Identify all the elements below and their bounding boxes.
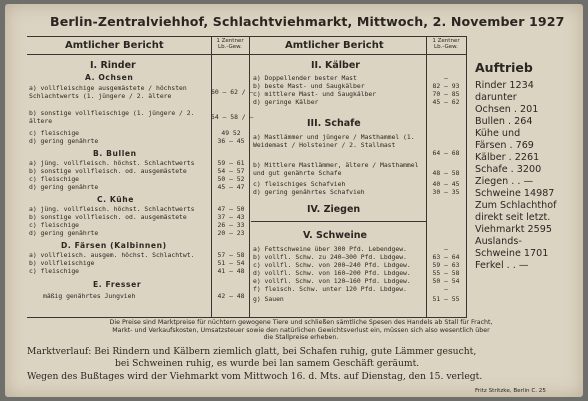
ochsen-line-d: d) gering genährte [29, 137, 99, 145]
schafe-line-d: d) gering genährtes Schafvieh [253, 188, 365, 196]
faersen-line-c: c) fleischige [29, 267, 80, 275]
kuehe-price-d: 20 — 23 [217, 229, 245, 237]
faersen-price-b: 51 — 54 [217, 259, 245, 267]
auftrieb-line: Schweine 1701 [475, 248, 549, 259]
schafe-line-b: b) Mittlere Mastlämmer, ältere / Masthammel und gut genährte Schafe [253, 161, 419, 177]
schweine-line-d: d) vollfl. Schw. von 160—200 Pfd. Lbdgew. [253, 269, 411, 277]
report-card [5, 4, 583, 397]
schweine-line-e: e) vollfl. Schw. von 120—160 Pfd. Lbdgew. [253, 277, 411, 285]
faersen-price-c: 41 — 48 [217, 267, 245, 275]
kaelber-line-b: b) beste Mast- und Saugkälber [253, 82, 365, 90]
ochsen-price-a: 60 — 62 / — [211, 88, 254, 96]
fresser-heading: E. Fresser [93, 280, 142, 289]
schweine-line-a: a) Fettschweine über 300 Pfd. Lebendgew. [253, 245, 407, 253]
bullen-heading: B. Bullen [93, 149, 137, 158]
bullen-price-d: 45 — 47 [217, 183, 245, 191]
kuehe-price-b: 37 — 43 [217, 213, 245, 221]
schweine-price-a: — [444, 245, 448, 253]
printer-credit: Fritz Stritzke, Berlin C. 25 [475, 388, 546, 394]
schweine-line-c: c) vollfl. Schw. von 200—240 Pfd. Lbdgew. [253, 261, 411, 269]
fresser-line: mäßig genährtes Jungvieh [43, 292, 136, 300]
bullen-price-b: 54 — 57 [217, 167, 245, 175]
ochsen-line-c: c) fleischige [29, 129, 80, 137]
ochsen-price-d: 36 — 45 [217, 137, 245, 145]
rinder-heading: I. Rinder [90, 60, 136, 71]
schafe-price-d: 30 — 35 [432, 188, 460, 196]
left-column-header: Amtlicher Bericht [65, 40, 164, 51]
marktverlauf-text: Marktverlauf: Bei Rindern und Kälbern ziemlich glatt, bei Schafen ruhig, gute Lämmer gesucht, bei Schweinen ruhig, es wurde bei lan samem Geschäft geräumt. Wegen des Bußtages wird der Viehmarkt vom Mittwoch 16. d. Mts. auf Dienstag, den 15. verlegt. [27, 346, 483, 382]
ochsen-line-b: b) sonstige vollfleischige (1. jüngere / 2. ältere [29, 109, 195, 125]
auftrieb-line: Zum Schlachthof [475, 200, 557, 211]
header-rule-top [27, 36, 467, 37]
fresser-price: 42 — 48 [217, 292, 245, 300]
auftrieb-line: Viehmarkt 2595 [475, 224, 552, 235]
faersen-line-b: b) vollfleischige [29, 259, 95, 267]
auftrieb-line: Bullen . 264 [475, 116, 533, 127]
ochsen-line-a: a) vollfleischige ausgemästete / höchsten Schlachtwerts (1. jüngere / 2. ältere [29, 84, 187, 100]
kuehe-line-c: c) fleischige [29, 221, 80, 229]
table-rule-bottom [27, 317, 467, 318]
auftrieb-heading: Auftrieb [475, 60, 533, 75]
bullen-price-a: 59 — 61 [217, 159, 245, 167]
schweine-price-g: 51 — 55 [432, 295, 460, 303]
auftrieb-line: Ferkel . . — [475, 260, 529, 271]
faersen-line-a: a) vollfleisch. ausgem. höchst. Schlachtwt. [29, 251, 195, 259]
auftrieb-line: Ochsen . 201 [475, 104, 539, 115]
auftrieb-line: Färsen . 769 [475, 140, 534, 151]
auftrieb-line: Kälber . 2261 [475, 152, 540, 163]
bullen-line-a: a) jüng. vollfleisch. höchst. Schlachtwerts [29, 159, 195, 167]
kuehe-line-b: b) sonstige vollfleisch. od. ausgemästete [29, 213, 187, 221]
kaelber-line-d: d) geringe Kälber [253, 98, 319, 106]
schweine-price-c: 59 — 63 [432, 261, 460, 269]
kuehe-heading: C. Kühe [97, 195, 135, 204]
ochsen-price-c: 49 52 [221, 129, 241, 137]
bullen-line-d: d) gering genährte [29, 183, 99, 191]
schweine-price-e: 50 — 54 [432, 277, 460, 285]
schweine-price-b: 63 — 64 [432, 253, 460, 261]
price-footnote: Die Preise sind Marktpreise für nüchtern gewogene Tiere und schließen sämtliche Spesen des Handels ab Stall für Fracht, Markt- und Verkaufskosten, Umsatzsteuer sowie den natürlichen Gewichtsverlust ein, müssen sich also wesentlich über die Stallpreise erheben. [109, 319, 493, 342]
auftrieb-line: Schweine 14987 [475, 188, 555, 199]
bullen-price-c: 50 — 52 [217, 175, 245, 183]
schafe-price-b: 48 — 58 [432, 169, 460, 177]
middle-zentner-header: 1 Zentner Lb.-Gew. [432, 38, 460, 50]
auftrieb-line: Kühe und [475, 128, 521, 139]
faersen-heading: D. Färsen (Kalbinnen) [61, 241, 167, 250]
schweine-price-f: — [444, 285, 448, 293]
auftrieb-line: direkt seit letzt. [475, 212, 551, 223]
header-rule-bottom [27, 54, 467, 55]
schweine-line-f: f) fleisch. Schw. unter 120 Pfd. Lbdgew. [253, 285, 407, 293]
schweine-line-b: b) vollfl. Schw. zu 240—300 Pfd. Lbdgew. [253, 253, 407, 261]
schafe-price-a: 64 — 68 [432, 149, 460, 157]
auftrieb-line: Auslands- [475, 236, 522, 247]
kuehe-price-a: 47 — 50 [217, 205, 245, 213]
kaelber-heading: II. Kälber [311, 60, 360, 71]
bullen-line-b: b) sonstige vollfleisch. od. ausgemästete [29, 167, 187, 175]
ochsen-price-b: 54 — 58 / — [211, 113, 254, 121]
kaelber-line-a: a) Doppellender bester Mast [253, 74, 357, 82]
schweine-price-d: 55 — 58 [432, 269, 460, 277]
kaelber-price-c: 70 — 85 [432, 90, 460, 98]
bullen-line-c: c) fleischige [29, 175, 80, 183]
ziegen-heading: IV. Ziegen [307, 204, 361, 215]
schafe-price-c: 40 — 45 [432, 180, 460, 188]
auftrieb-line: Ziegen . . — [475, 176, 534, 187]
schafe-heading: III. Schafe [307, 118, 361, 129]
kuehe-line-d: d) gering genährte [29, 229, 99, 237]
kuehe-line-a: a) jüng. vollfleisch. höchst. Schlachtwerts [29, 205, 195, 213]
schweine-line-g: g) Sauen [253, 295, 284, 303]
ziegen-separator [251, 221, 426, 222]
left-zentner-header: 1 Zentner Lb.-Gew. [216, 38, 244, 50]
col-divider-auftrieb [466, 36, 467, 317]
kaelber-price-b: 82 — 93 [432, 82, 460, 90]
ochsen-heading: A. Ochsen [85, 73, 134, 82]
auftrieb-line: Rinder 1234 [475, 80, 534, 91]
kuehe-price-c: 26 — 33 [217, 221, 245, 229]
auftrieb-list [475, 80, 556, 272]
report-title: Berlin-Zentralviehhof, Schlachtviehmarkt, Mittwoch, 2. November 1927 [50, 14, 565, 29]
middle-column-header: Amtlicher Bericht [285, 40, 384, 51]
auftrieb-line: darunter [475, 92, 517, 103]
kaelber-price-a: — [444, 74, 448, 82]
schafe-line-c: c) fleischiges Schafvieh [253, 180, 346, 188]
auftrieb-line: Schafe . 3200 [475, 164, 542, 175]
kaelber-line-c: c) mittlere Mast- und Saugkälber [253, 90, 377, 98]
faersen-price-a: 57 — 58 [217, 251, 245, 259]
schweine-heading: V. Schweine [303, 230, 367, 241]
schafe-line-a: a) Mastlämmer und jüngere / Masthammel (1. Weidemast / Holsteiner / 2. Stallmast [253, 133, 415, 149]
kaelber-price-d: 45 — 62 [432, 98, 460, 106]
